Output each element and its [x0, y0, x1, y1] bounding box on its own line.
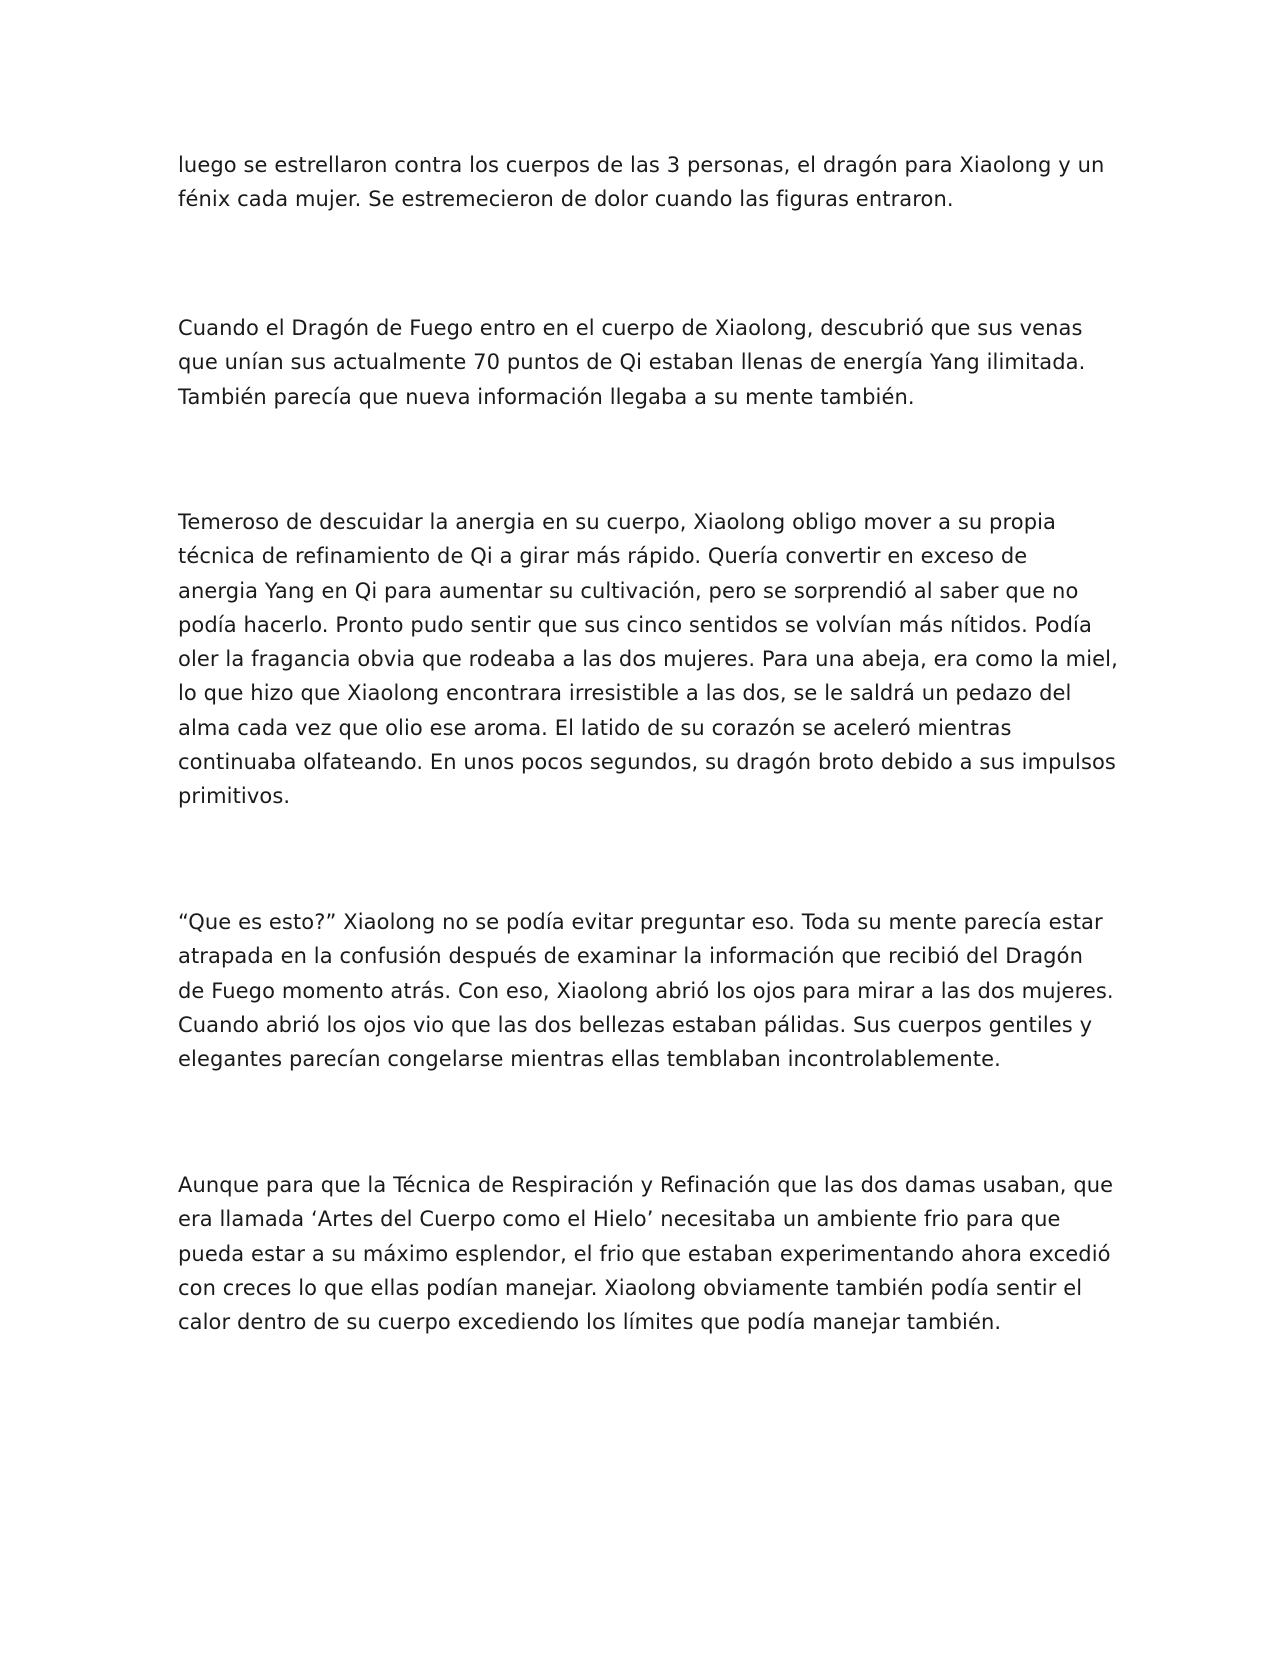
paragraph-4	[178, 905, 1118, 1076]
text-line: alma cada vez que olio ese aroma. El latido de su corazón se aceleró mientras	[178, 715, 1012, 740]
text-line: Aunque para que la Técnica de Respiración y Refinación que las dos damas usaban, que	[178, 1173, 1114, 1197]
text-line: pueda estar a su máximo esplendor, el frio que estaban experimentando ahora excedió	[178, 1241, 1111, 1266]
text-line: Temeroso de descuidar la anergia en su cuerpo, Xiaolong obligo mover a su propia	[178, 510, 1057, 534]
text-line: que unían sus actualmente 70 puntos de Qi estaban llenas de energía Yang ilimitada.	[178, 350, 1086, 375]
paragraph-1	[178, 148, 1118, 217]
text-line: También parecía que nueva información llegaba a su mente también.	[178, 384, 915, 409]
text-line: primitivos.	[178, 784, 291, 809]
text-line: oler la fragancia obvia que rodeaba a las dos mujeres. Para una abeja, era como la miel,	[178, 647, 1118, 672]
text-line: Cuando abrió los ojos vio que las dos bellezas estaban pálidas. Sus cuerpos gentiles y	[178, 1012, 1093, 1037]
text-line: técnica de refinamiento de Qi a girar más rápido. Quería convertir en exceso de	[178, 544, 1028, 569]
text-line: atrapada en la confusión después de examinar la información que recibió del Dragón	[178, 944, 1083, 969]
text-line: luego se estrellaron contra los cuerpos de las 3 personas, el dragón para Xiaolong y un	[178, 153, 1105, 177]
text-line: continuaba olfateando. En unos pocos segundos, su dragón broto debido a sus impulsos	[178, 750, 1116, 775]
text-line: elegantes parecían congelarse mientras ellas temblaban incontrolablemente.	[178, 1047, 1001, 1072]
text-line: Cuando el Dragón de Fuego entro en el cuerpo de Xiaolong, descubrió que sus venas	[178, 316, 1083, 340]
text-line: “Que es esto?” Xiaolong no se podía evitar preguntar eso. Toda su mente parecía estar	[178, 910, 1103, 934]
text-line: calor dentro de su cuerpo excediendo los límites que podía manejar también.	[178, 1310, 1002, 1335]
text-line: con creces lo que ellas podían manejar. Xiaolong obviamente también podía sentir el	[178, 1275, 1083, 1300]
text-line: lo que hizo que Xiaolong encontrara irresistible a las dos, se le saldrá un pedazo del	[178, 681, 1072, 706]
text-line: de Fuego momento atrás. Con eso, Xiaolong abrió los ojos para mirar a las dos mujeres.	[178, 978, 1114, 1003]
paragraph-5	[178, 1168, 1118, 1339]
text-line: anergia Yang en Qi para aumentar su cultivación, pero se sorprendió al saber que no	[178, 578, 1079, 603]
paragraph-3	[178, 505, 1118, 814]
text-line: fénix cada mujer. Se estremecieron de dolor cuando las figuras entraron.	[178, 187, 954, 212]
text-line: podía hacerlo. Pronto pudo sentir que sus cinco sentidos se volvían más nítidos. Podía	[178, 612, 1092, 637]
paragraph-2	[178, 311, 1118, 414]
text-line: era llamada ‘Artes del Cuerpo como el Hielo’ necesitaba un ambiente frio para que	[178, 1207, 1061, 1232]
